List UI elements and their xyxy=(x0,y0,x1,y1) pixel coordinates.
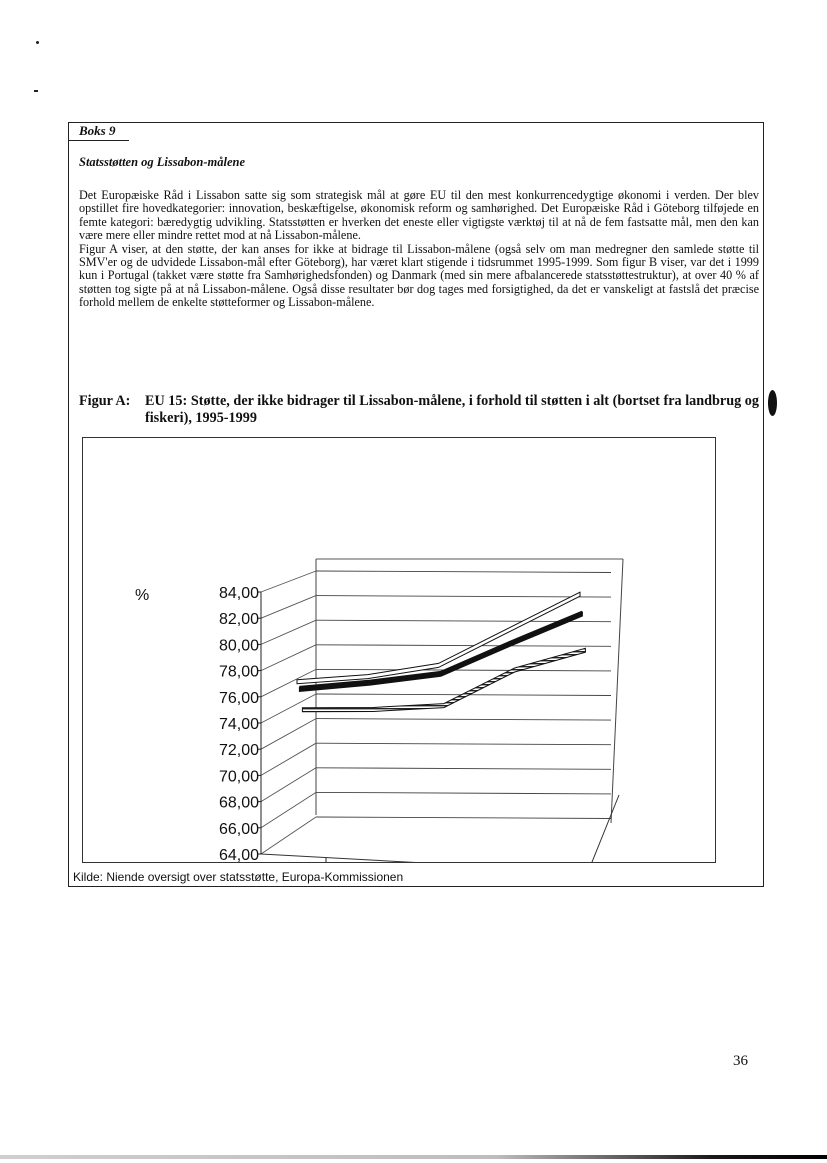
paragraph: Figur A viser, at den støtte, der kan anses for ikke at bidrage til Lissabon-målene (også selv om man medregner den samlede støtte til SMV'er og de udvidede Lissabon-mål efter Göteborg), har været klart stigende i tidsrummet 1995-1999. Som figur B viser, var det i 1999 kun i Portugal (takket være støtte fra Samhørighedsfonden) og Danmark (med sin mere afbalancerede statsstøttestruktur), at over 40 % af støtten tog sigte på at nå Lissabon-målene. Også disse resultater bør dog tages med forsigtighed, da det er vanskeligt at fastslå det præcise forhold mellem de enkelte støtteformer og Lissabon-målene. xyxy=(79,241,759,310)
side-gridline xyxy=(261,596,316,619)
scan-artifact xyxy=(768,390,777,416)
figure-label: Figur A: xyxy=(79,393,131,409)
box-subtitle: Statsstøtten og Lissabon-målene xyxy=(79,155,245,169)
y-tick-label: 76,00 xyxy=(218,689,259,707)
back-gridline xyxy=(316,571,611,573)
paragraph: Det Europæiske Råd i Lissabon satte sig som strategisk mål at gøre EU til den mest konkurrencedygtige økonomi i verden. Der blev opstillet fire hovedkategorier: innovation, beskæftigelse, økonomisk reform og samhørighed. Det Europæiske Råd i Göteborg tilføjede en femte kategori: bæredygtig udvikling. Statsstøtten er hverken det eneste eller vigtigste værktøj til at nå de fem fastsatte mål, men den kan være mere eller mindre rettet mod at nå Lissabon-målene. xyxy=(79,188,759,243)
y-tick-label: 64,00 xyxy=(218,847,259,862)
floor-front-edge xyxy=(261,854,588,862)
y-tick-label: 82,00 xyxy=(218,611,259,629)
y-tick-label: 72,00 xyxy=(218,742,259,760)
back-gridline xyxy=(316,719,611,721)
box-9 xyxy=(68,122,764,887)
chart xyxy=(83,438,715,862)
floor-right-edge xyxy=(588,795,619,862)
source-note: Kilde: Niende oversigt over statsstøtte, Europa-Kommissionen xyxy=(73,870,404,884)
y-tick-label: 80,00 xyxy=(218,637,259,655)
side-gridline xyxy=(261,719,316,750)
box-heading: Boks 9 xyxy=(79,123,116,138)
y-tick-label: 66,00 xyxy=(218,820,259,838)
page-number: 36 xyxy=(733,1053,748,1069)
y-tick-label: 74,00 xyxy=(218,716,259,733)
y-tick-label: 78,00 xyxy=(218,663,259,681)
figure-title: EU 15: Støtte, der ikke bidrager til Lissabon-målene, i forhold til støtten i alt (bortset fra landbrug og fiskeri), 1995-1999 xyxy=(145,393,759,426)
y-tick-label: 68,00 xyxy=(218,794,259,812)
box-body xyxy=(79,189,759,310)
back-gridline xyxy=(316,596,611,598)
back-gridline xyxy=(316,817,611,819)
scan-edge xyxy=(0,1155,827,1159)
side-gridline xyxy=(261,645,316,671)
back-gridline xyxy=(316,792,611,794)
y-axis-label: % xyxy=(135,587,150,604)
scan-artifact xyxy=(36,41,39,44)
side-gridline xyxy=(261,620,316,644)
y-tick-label: 70,00 xyxy=(218,768,259,786)
back-gridline xyxy=(316,645,611,647)
side-gridline xyxy=(261,743,316,775)
chart-frame xyxy=(82,437,716,863)
back-gridline xyxy=(316,743,611,745)
scan-artifact xyxy=(34,90,38,92)
back-gridline xyxy=(316,768,611,770)
heading-rule xyxy=(69,140,129,141)
side-gridline xyxy=(261,571,316,592)
back-wall-right xyxy=(611,559,623,823)
back-gridline xyxy=(316,669,611,671)
y-tick-label: 84,00 xyxy=(218,585,259,602)
side-gridline xyxy=(261,768,316,802)
